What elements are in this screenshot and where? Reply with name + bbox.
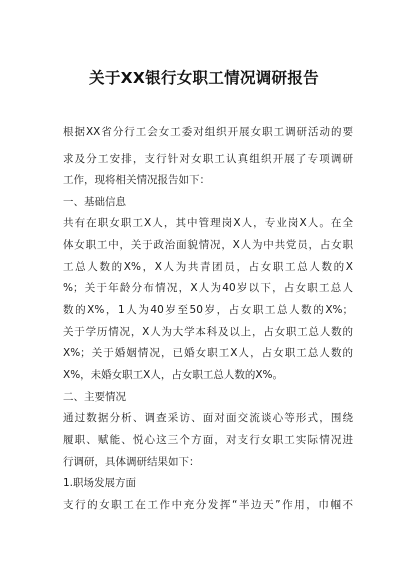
body-line: 数的X%，1人为40岁至50岁，占女职工总人数的X%； xyxy=(63,304,353,316)
body-line: X%，未婚女职工X人，占女职工总人数的X%。 xyxy=(63,369,284,381)
body-line: X%；关于婚姻情况，已婚女职工X人，占女职工总人数的 xyxy=(63,347,353,359)
document-title: 关于XX银行女职工情况调研报告 xyxy=(89,69,319,87)
body-line: 行调研，具体调研结果如下： xyxy=(63,456,200,468)
body-line: %；关于年龄分布情况，X人为40岁以下，占女职工总人 xyxy=(63,282,353,294)
body-line: 根据XX省分行工会女工委对组织开展女职工调研活动的要 xyxy=(63,126,353,138)
body-line: 关于学历情况，X人为大学本科及以上，占女职工总人数的 xyxy=(63,326,353,338)
body-line: 履职、赋能、悦心这三个方面，对支行女职工实际情况进 xyxy=(63,434,353,446)
body-line: 工作，现将相关情况报告如下： xyxy=(63,174,210,186)
section-heading: 二、主要情况 xyxy=(63,391,126,403)
section-heading: 一、基础信息 xyxy=(63,196,126,208)
body-line: 共有在职女职工X人，其中管理岗X人，专业岗X人。在全 xyxy=(63,217,353,229)
body-line: 体女职工中，关于政治面貌情况，X人为中共党员，占女职 xyxy=(63,239,353,251)
body-line: 求及分工安排，支行针对女职工认真组织开展了专项调研 xyxy=(63,153,353,165)
body-line: 工总人数的X%，X人为共青团员，占女职工总人数的X xyxy=(63,261,353,273)
body-line: 支行的女职工在工作中充分发挥“半边天”作用，巾帼不 xyxy=(63,499,353,511)
subsection-heading: 1.职场发展方面 xyxy=(63,477,137,489)
body-line: 通过数据分析、调查采访、面对面交流谈心等形式，围绕 xyxy=(63,412,353,424)
